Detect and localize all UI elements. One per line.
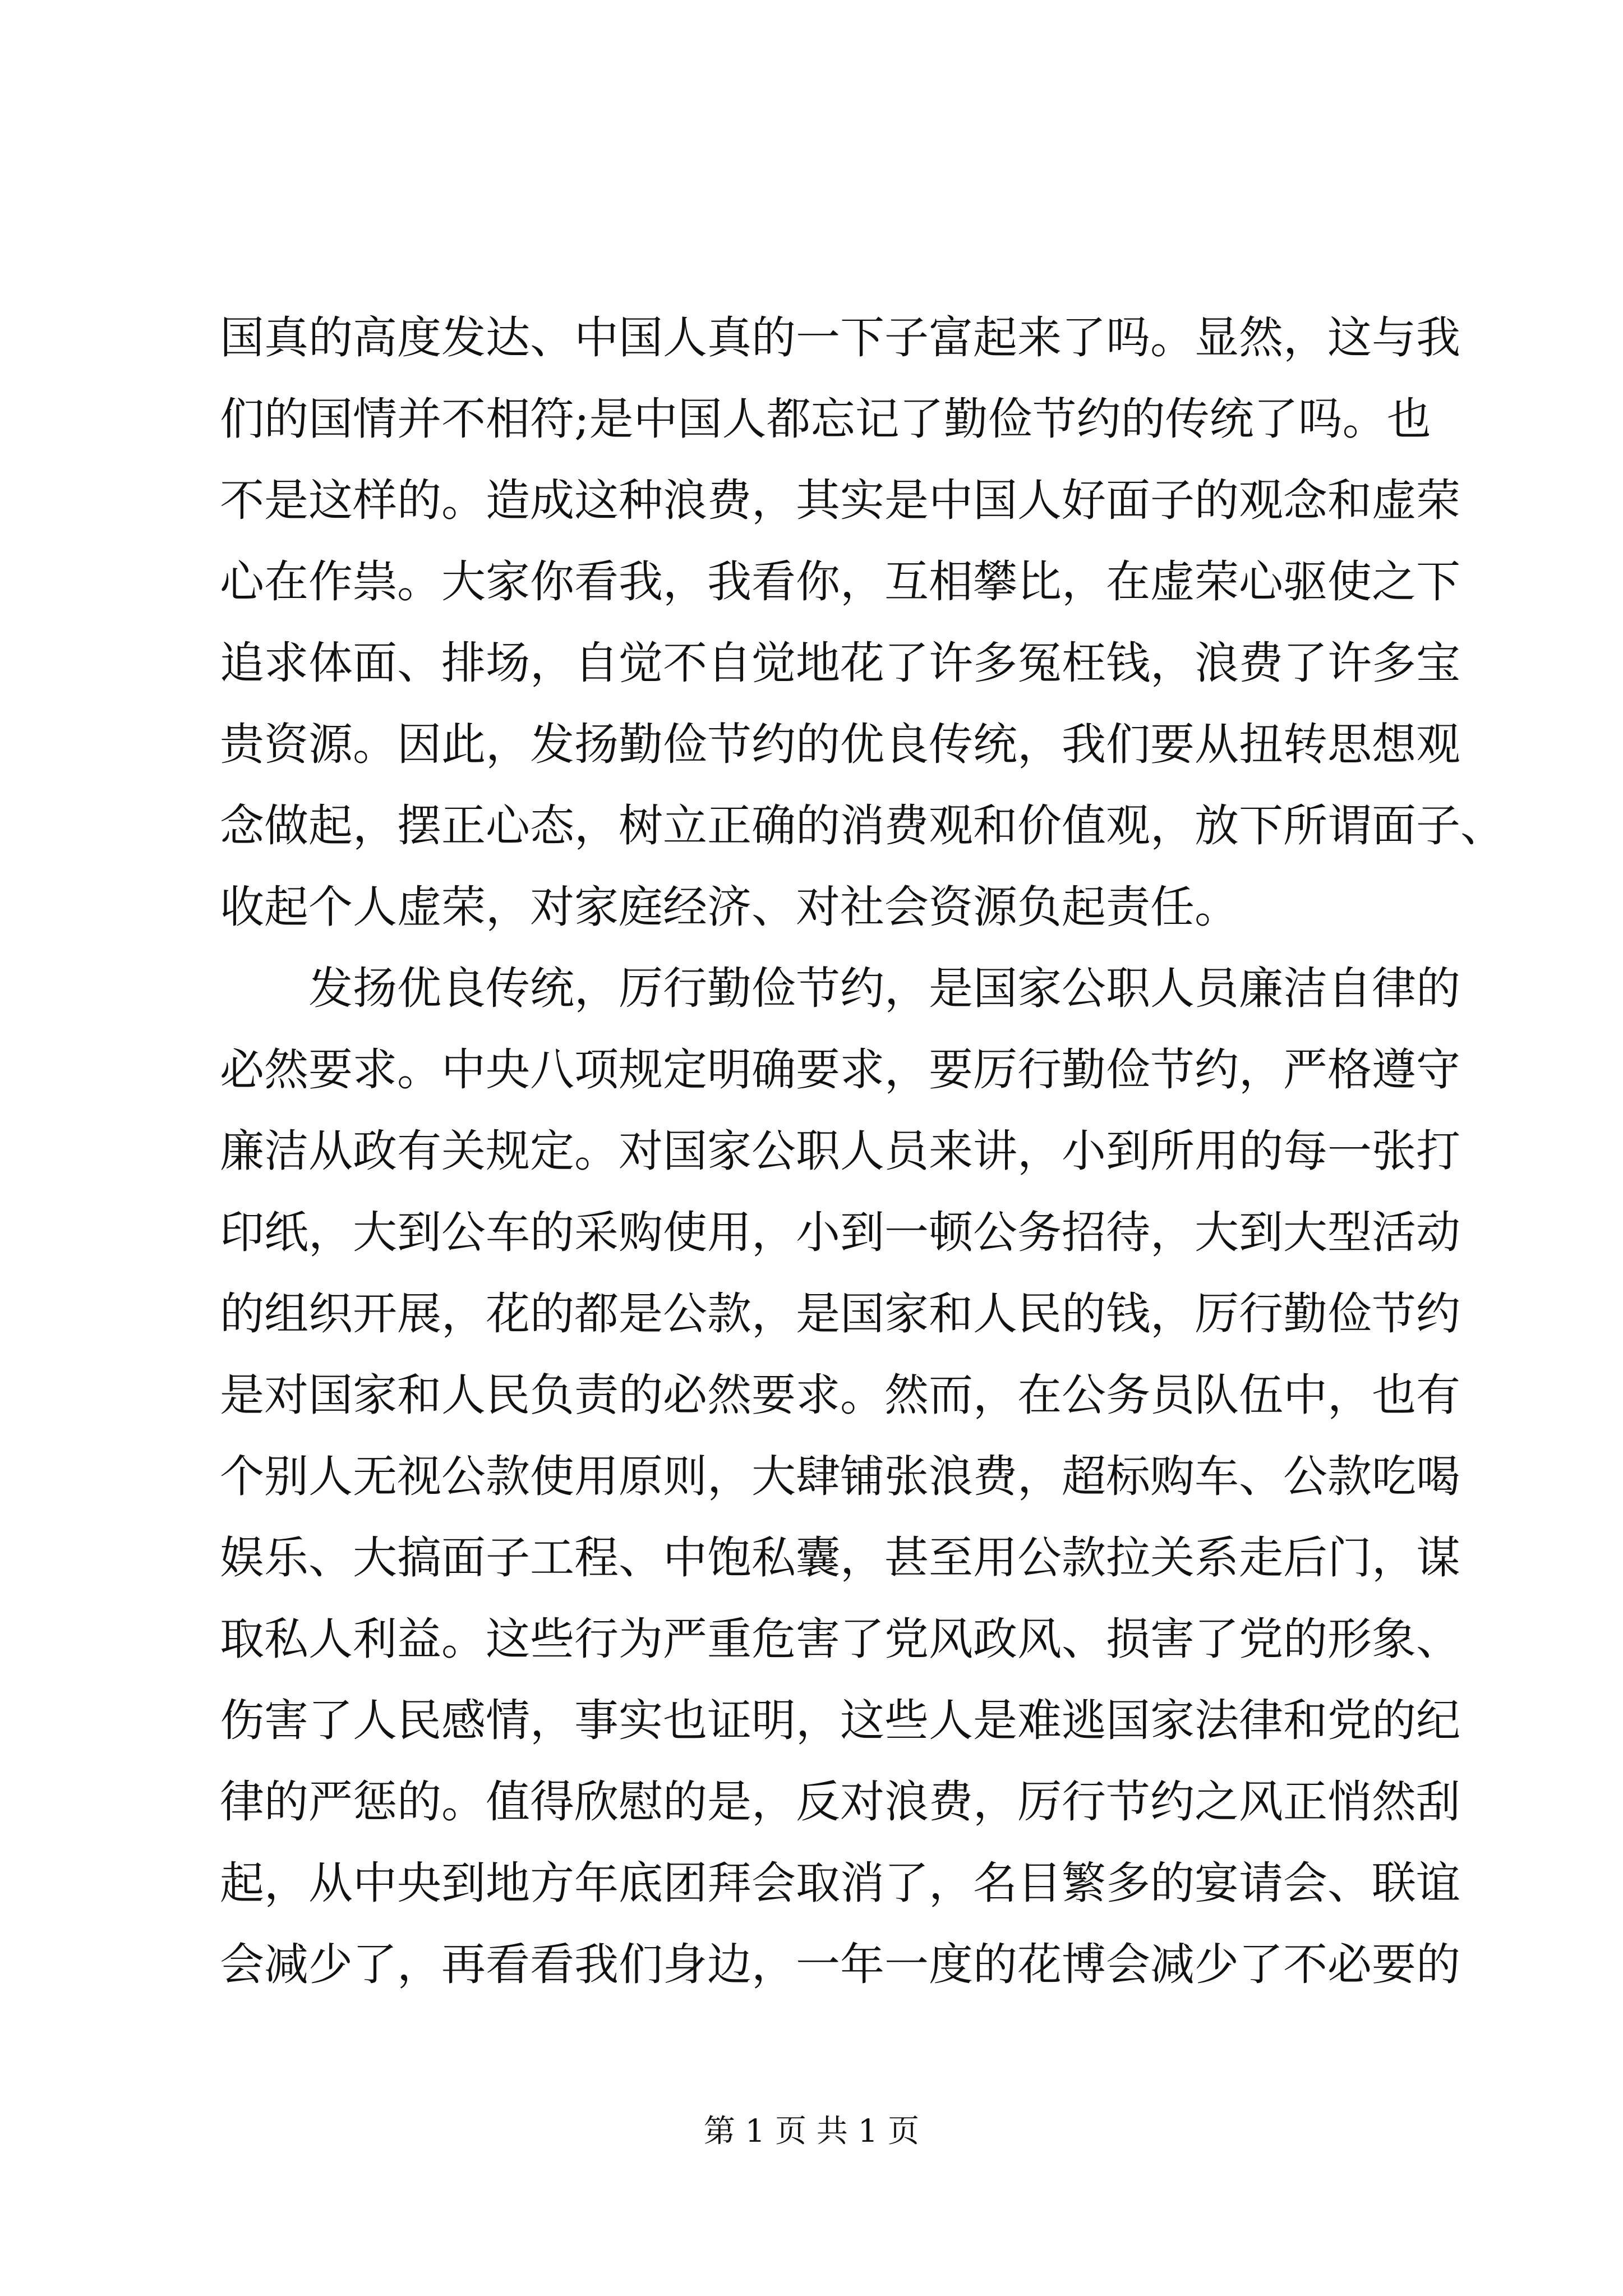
text-line: 印纸，大到公车的采购使用，小到一顿公务招待，大到大型活动 [220,1207,1460,1258]
text-line: 取私人利益。这些行为严重危害了党风政风、损害了党的形象、 [220,1613,1460,1665]
text-line: 律的严惩的。值得欣慰的是，反对浪费，厉行节约之风正悄然刮 [220,1776,1460,1828]
text-line: 国真的高度发达、中国人真的一下子富起来了吗。显然，这与我 [220,312,1460,364]
page-number-label: 第 1 页 共 1 页 [703,2113,920,2150]
text-line: 们的国情并不相符;是中国人都忘记了勤俭节约的传统了吗。也 [220,393,1431,445]
text-line: 起，从中央到地方年底团拜会取消了，名目繁多的宴请会、联谊 [220,1857,1460,1909]
text-line: 念做起，摆正心态，树立正确的消费观和价值观，放下所谓面子、 [220,800,1505,852]
text-line: 个别人无视公款使用原则，大肆铺张浪费，超标购车、公款吃喝 [220,1451,1460,1502]
text-line: 必然要求。中央八项规定明确要求，要厉行勤俭节约，严格遵守 [220,1044,1460,1096]
text-line: 贵资源。因此，发扬勤俭节约的优良传统，我们要从扭转思想观 [220,719,1460,770]
text-line: 是对国家和人民负责的必然要求。然而，在公务员队伍中，也有 [220,1369,1460,1421]
text-line: 会减少了，再看看我们身边，一年一度的花博会减少了不必要的 [220,1939,1460,1990]
text-line: 心在作祟。大家你看我，我看你，互相攀比，在虚荣心驱使之下 [220,556,1460,608]
paragraph-1 [220,297,1505,948]
text-line: 廉洁从政有关规定。对国家公职人员来讲，小到所用的每一张打 [220,1125,1460,1177]
page-footer [0,2109,1623,2154]
paragraph-2 [220,948,1460,2005]
text-line: 收起个人虚荣，对家庭经济、对社会资源负起责任。 [220,881,1239,933]
text-line: 的组织开展，花的都是公款，是国家和人民的钱，厉行勤俭节约 [220,1288,1460,1340]
document-body [220,297,1505,2005]
text-line: 发扬优良传统，厉行勤俭节约，是国家公职人员廉洁自律的 [308,963,1460,1014]
text-line: 追求体面、排场，自觉不自觉地花了许多冤枉钱，浪费了许多宝 [220,637,1460,689]
text-line: 娱乐、大搞面子工程、中饱私囊，甚至用公款拉关系走后门，谋 [220,1532,1460,1584]
text-line: 伤害了人民感情，事实也证明，这些人是难逃国家法律和党的纪 [220,1695,1460,1746]
text-line: 不是这样的。造成这种浪费，其实是中国人好面子的观念和虚荣 [220,475,1460,526]
